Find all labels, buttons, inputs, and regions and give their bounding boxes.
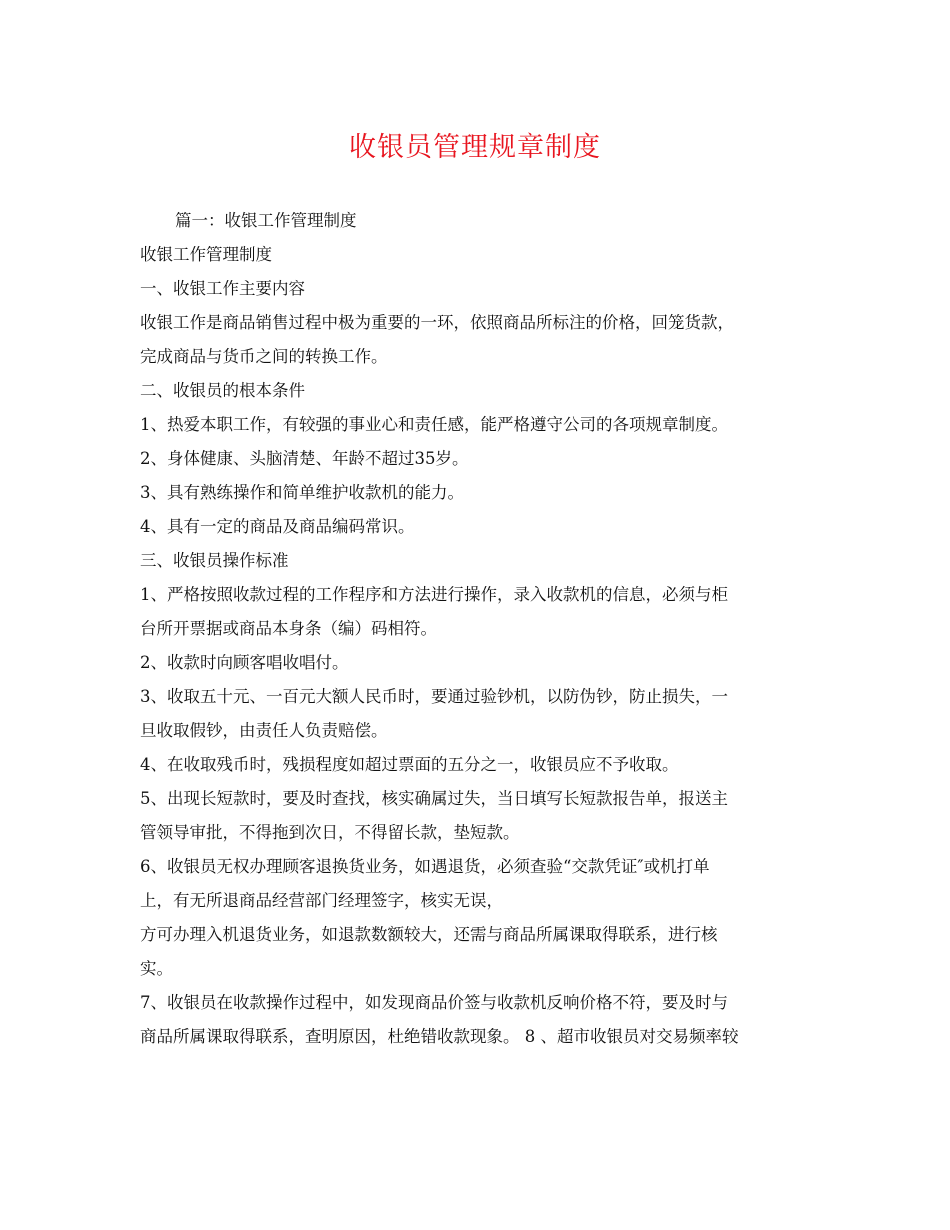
list-item: 4、在收取残币时，残损程度如超过票面的五分之一，收银员应不予收取。	[140, 755, 679, 774]
list-item-continuation: 实。	[140, 959, 173, 978]
subheading: 收银工作管理制度	[140, 245, 272, 264]
document-title: 收银员管理规章制度	[349, 132, 601, 163]
list-item-continuation: 台所开票据或商品本身条（编）码相符。	[140, 619, 437, 638]
paragraph-line: 完成商品与货币之间的转换工作。	[140, 347, 388, 366]
paragraph-line: 收银工作是商品销售过程中极为重要的一环，依照商品所标注的价格，回笼货款，	[140, 313, 734, 332]
list-item: 4、具有一定的商品及商品编码常识。	[140, 517, 415, 536]
document-body	[140, 204, 820, 1054]
section-heading: 篇一：收银工作管理制度	[175, 211, 357, 230]
list-item: 6、收银员无权办理顾客退换货业务，如遇退货，必须查验“交款凭证″或机打单	[140, 857, 710, 876]
list-item: 3、具有熟练操作和简单维护收款机的能力。	[140, 483, 464, 502]
list-item-continuation: 上，有无所退商品经营部门经理签字，核实无误，	[140, 891, 503, 910]
list-item: 1、热爱本职工作，有较强的事业心和责任感，能严格遵守公司的各项规章制度。	[140, 415, 728, 434]
list-item: 7、收银员在收款操作过程中，如发现商品价签与收款机反响价格不符，要及时与	[140, 993, 728, 1012]
list-item: 5、出现长短款时，要及时查找，核实确属过失，当日填写长短款报告单，报送主	[140, 789, 728, 808]
section-heading: 三、收银员操作标准	[140, 551, 289, 570]
list-item: 3、收取五十元、一百元大额人民币时，要通过验钞机，以防伪钞，防止损失，一	[140, 687, 728, 706]
list-item: 2、收款时向顾客唱收唱付。	[140, 653, 349, 672]
section-heading: 一、收银工作主要内容	[140, 279, 305, 298]
list-item-continuation: 管领导审批，不得拖到次日，不得留长款，垫短款。	[140, 823, 520, 842]
section-heading: 二、收银员的根本条件	[140, 381, 305, 400]
list-item-continuation: 旦收取假钞，由责任人负责赔偿。	[140, 721, 388, 740]
list-item: 1、严格按照收款过程的工作程序和方法进行操作，录入收款机的信息，必须与柜	[140, 585, 728, 604]
list-item: 2、身体健康、头脑清楚、年龄不超过35岁。	[140, 449, 469, 468]
list-item-continuation: 商品所属课取得联系，查明原因，杜绝错收款现象。 8 、超市收银员对交易频率较	[140, 1027, 739, 1046]
list-item-continuation: 方可办理入机退货业务，如退款数额较大，还需与商品所属课取得联系，进行核	[140, 925, 718, 944]
